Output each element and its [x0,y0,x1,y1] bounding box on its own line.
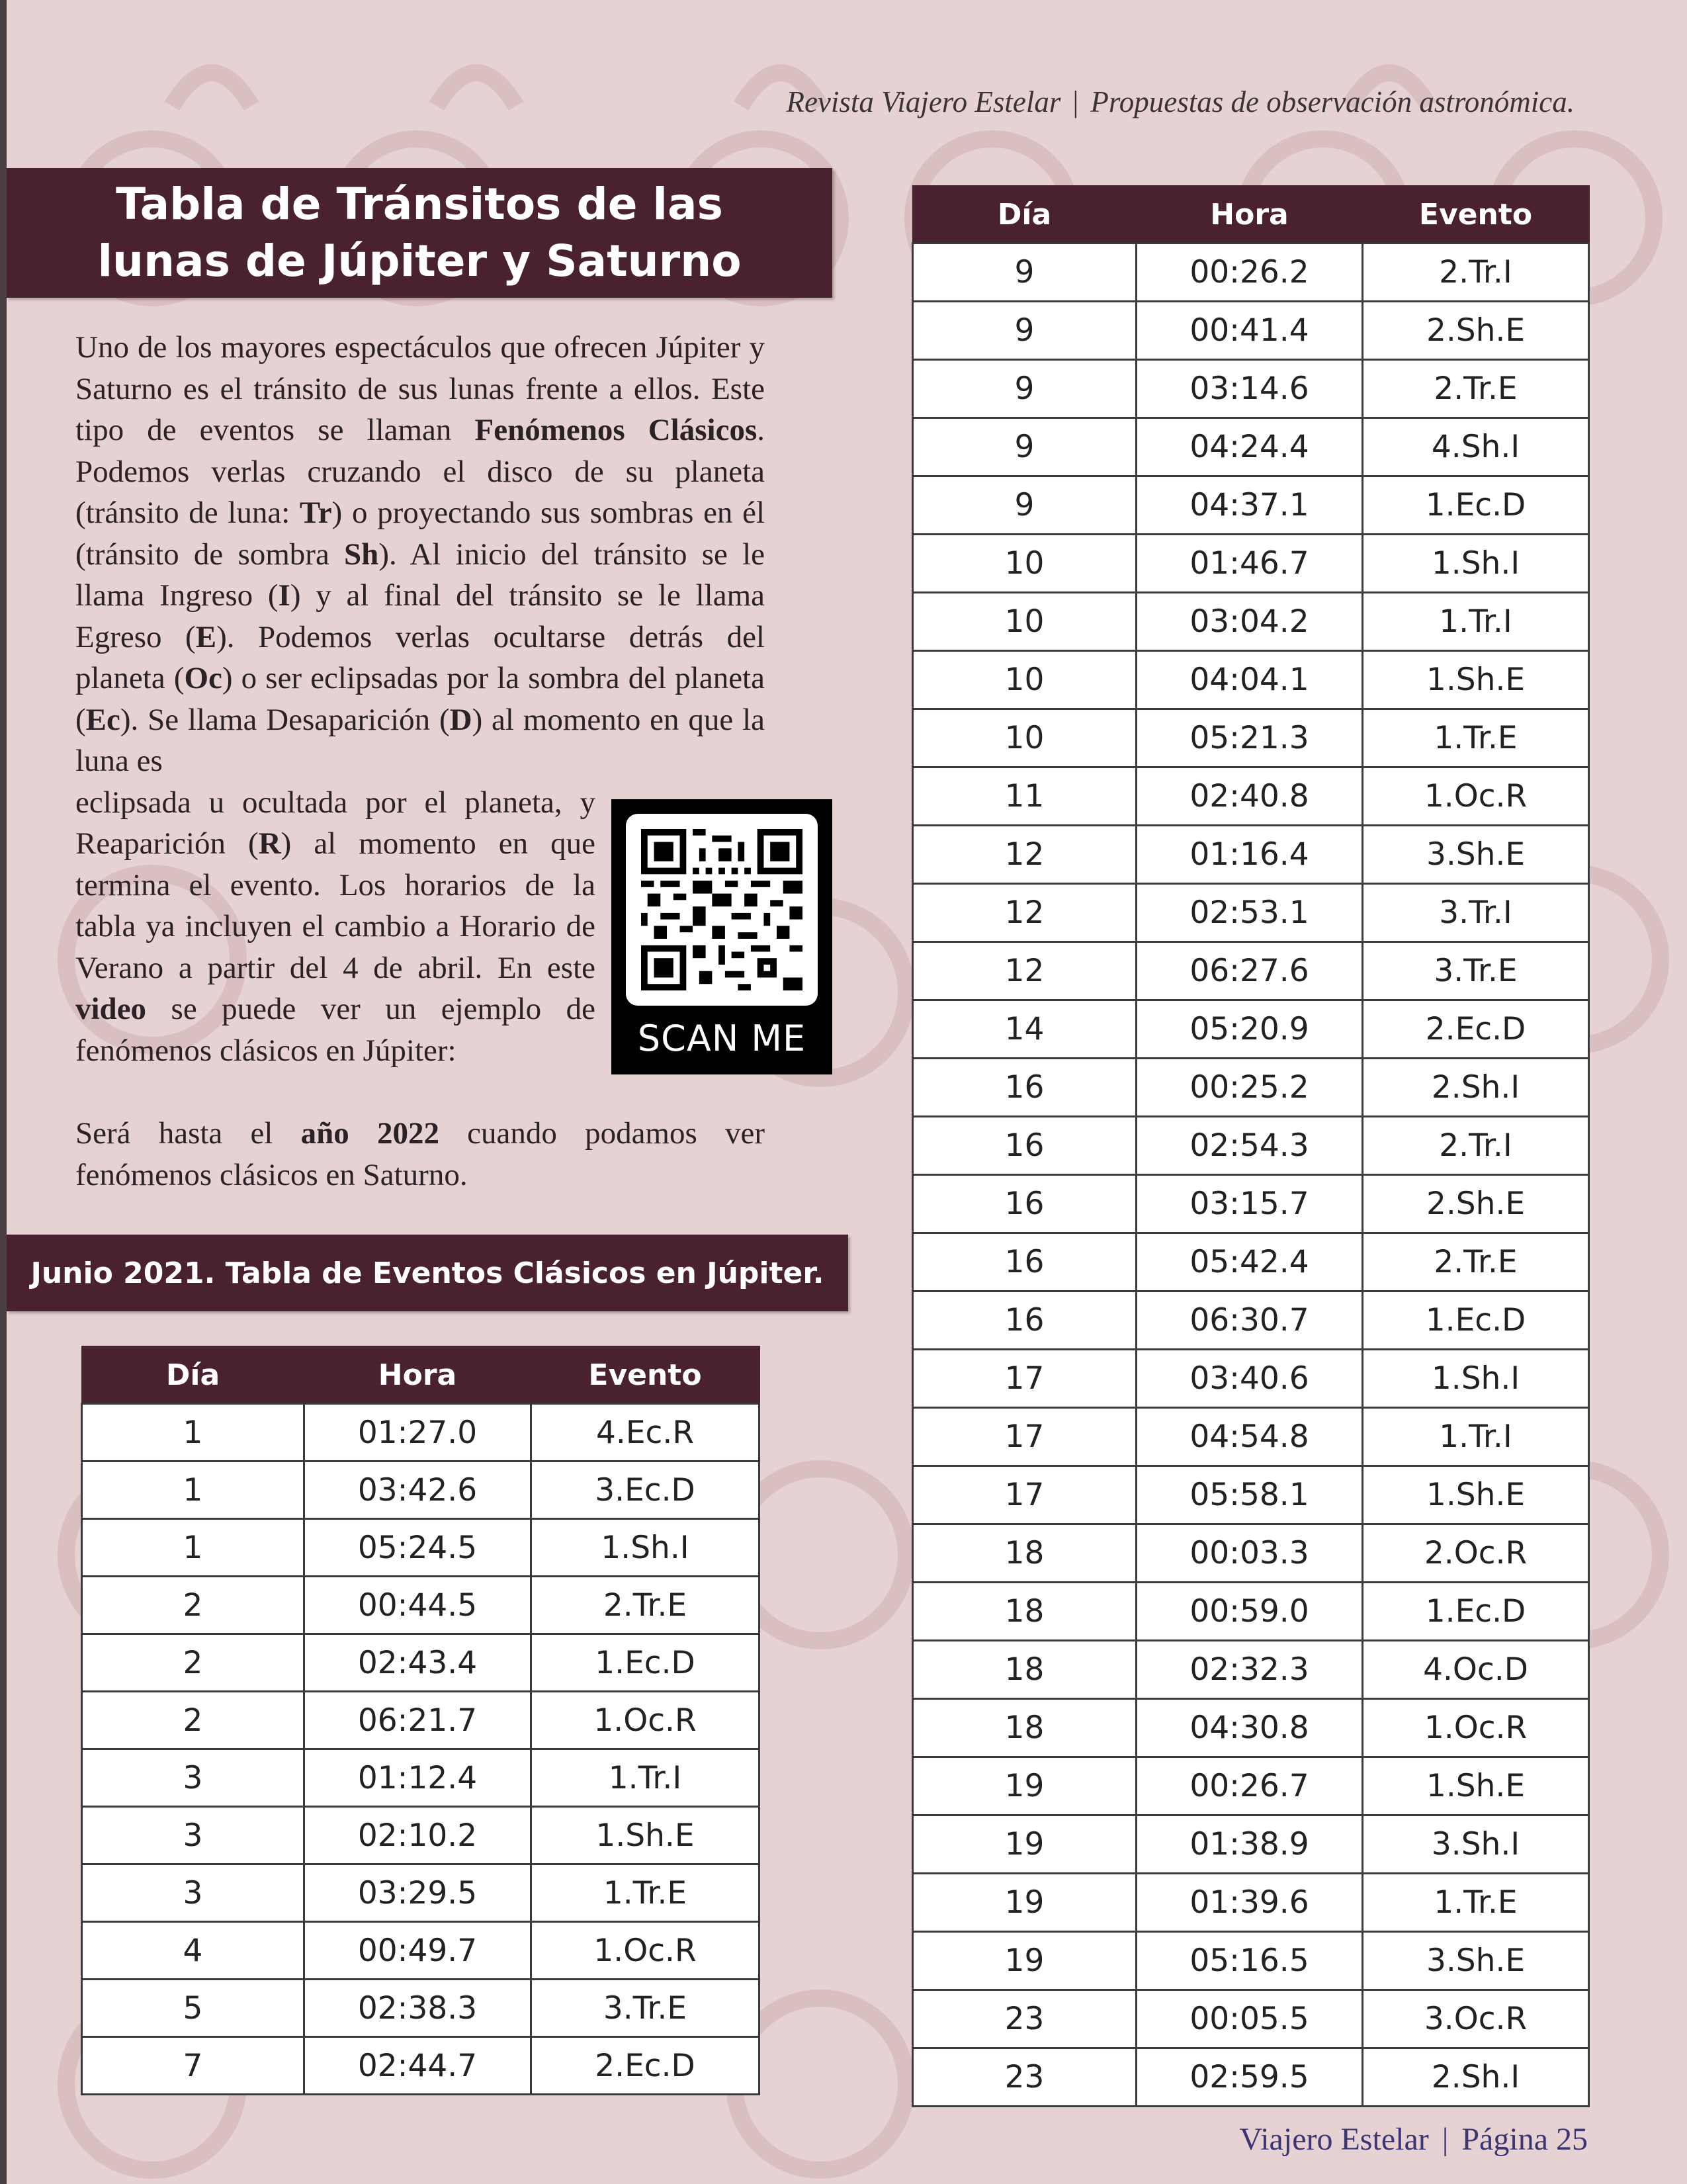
table-row [913,1990,1589,2048]
cell-time: 02:54.3 [1137,1117,1363,1175]
table-row [82,1634,759,1692]
table-row [82,1922,759,1980]
cell-time: 03:04.2 [1137,593,1363,651]
table-row [913,535,1589,593]
cell-day: 16 [913,1175,1137,1233]
column-header-event: Evento [1363,186,1589,243]
cell-event: 2.Ec.D [1363,1000,1589,1059]
cell-event: 1.Sh.E [1363,1757,1589,1815]
cell-time: 00:49.7 [304,1922,531,1980]
cell-event: 3.Oc.R [1363,1990,1589,2048]
cell-time: 05:20.9 [1137,1000,1363,1059]
events-table-right [912,185,1590,2107]
cell-day: 19 [913,1874,1137,1932]
cell-time: 00:26.7 [1137,1757,1363,1815]
cell-day: 16 [913,1233,1137,1291]
column-header-day: Día [913,186,1137,243]
table-row [913,1350,1589,1408]
table-row [82,1749,759,1807]
cell-event: 1.Sh.I [531,1519,759,1577]
table-row [913,418,1589,476]
cell-day: 12 [913,942,1137,1000]
cell-time: 00:44.5 [304,1577,531,1634]
table-row [913,1757,1589,1815]
table-row [913,942,1589,1000]
cell-day: 16 [913,1117,1137,1175]
cell-time: 03:15.7 [1137,1175,1363,1233]
cell-event: 3.Sh.E [1363,1932,1589,1990]
table-row [913,1699,1589,1757]
cell-event: 2.Tr.I [1363,1117,1589,1175]
table-row [82,1577,759,1634]
cell-day: 23 [913,2048,1137,2107]
cell-event: 1.Sh.I [1363,1350,1589,1408]
events-table-left-body [82,1404,759,2095]
events-table-left [81,1346,760,2095]
cell-event: 1.Sh.E [1363,651,1589,709]
table-row [913,1291,1589,1350]
cell-event: 1.Oc.R [1363,1699,1589,1757]
cell-time: 01:12.4 [304,1749,531,1807]
cell-time: 02:40.8 [1137,767,1363,826]
cell-time: 05:16.5 [1137,1932,1363,1990]
running-header [786,85,1575,119]
cell-time: 01:27.0 [304,1404,531,1462]
intro-text: ). Podemos verlas ocultarse detrás del planeta ( [75,619,765,695]
column-header-event: Evento [531,1346,759,1404]
cell-day: 12 [913,826,1137,884]
cell-day: 10 [913,593,1137,651]
table-row [913,1059,1589,1117]
table-row [913,1117,1589,1175]
intro-bold-term: Ec [85,702,120,737]
table-row [82,1864,759,1922]
intro-text: ). Al inicio del tránsito se le llama Ingreso ( [75,537,765,613]
cell-day: 3 [82,1864,304,1922]
table-row [82,2037,759,2095]
table-row [913,1815,1589,1874]
cell-event: 1.Tr.I [1363,1408,1589,1466]
intro-bold-term: I [278,578,290,613]
table-row [913,1524,1589,1583]
intro-text: ) o proyectando sus sombras en él (tránsito de sombra [75,496,765,572]
table-row [913,1000,1589,1059]
column-header-time: Hora [1137,186,1363,243]
table-row [82,1692,759,1749]
cell-event: 2.Tr.E [1363,360,1589,418]
cell-day: 14 [913,1000,1137,1059]
intro-text: ) o ser eclipsadas por la sombra del planeta ( [75,661,765,737]
cell-day: 10 [913,535,1137,593]
cell-time: 02:53.1 [1137,884,1363,942]
cell-event: 2.Oc.R [1363,1524,1589,1583]
cell-time: 02:59.5 [1137,2048,1363,2107]
table-row [913,1641,1589,1699]
cell-day: 1 [82,1519,304,1577]
cell-day: 19 [913,1757,1137,1815]
cell-day: 2 [82,1577,304,1634]
column-header-time: Hora [304,1346,531,1404]
intro-text: se puede ver un ejemplo de fenómenos clásicos en Júpiter: [75,992,595,1068]
qr-code[interactable] [611,799,832,1074]
qr-code-image [626,814,818,1006]
cell-time: 00:59.0 [1137,1583,1363,1641]
footer-separator: | [1442,2122,1449,2157]
page-title-line-1: Tabla de Tránsitos de las [116,179,723,230]
cell-time: 06:21.7 [304,1692,531,1749]
cell-time: 03:40.6 [1137,1350,1363,1408]
table-row [913,1583,1589,1641]
table-row [913,826,1589,884]
table-row [913,2048,1589,2107]
cell-day: 12 [913,884,1137,942]
cell-day: 16 [913,1291,1137,1350]
page-title [7,168,832,298]
cell-day: 3 [82,1807,304,1864]
cell-time: 04:37.1 [1137,476,1363,535]
cell-event: 2.Tr.I [1363,243,1589,302]
cell-event: 1.Sh.I [1363,535,1589,593]
cell-time: 06:27.6 [1137,942,1363,1000]
cell-event: 1.Oc.R [1363,767,1589,826]
cell-day: 4 [82,1922,304,1980]
table-row [913,1408,1589,1466]
cell-event: 4.Sh.I [1363,418,1589,476]
cell-time: 02:32.3 [1137,1641,1363,1699]
header-magazine: Revista Viajero Estelar [786,85,1061,118]
cell-day: 10 [913,651,1137,709]
cell-time: 04:54.8 [1137,1408,1363,1466]
cell-day: 19 [913,1932,1137,1990]
cell-day: 19 [913,1815,1137,1874]
cell-time: 05:58.1 [1137,1466,1363,1524]
cell-time: 05:21.3 [1137,709,1363,767]
cell-time: 05:24.5 [304,1519,531,1577]
cell-time: 00:03.3 [1137,1524,1363,1583]
cell-event: 3.Sh.E [1363,826,1589,884]
cell-event: 2.Ec.D [531,2037,759,2095]
cell-day: 23 [913,1990,1137,2048]
footer-page-number: Página 25 [1461,2122,1588,2157]
intro-bold-term: D [449,702,472,737]
cell-time: 00:26.2 [1137,243,1363,302]
cell-day: 10 [913,709,1137,767]
cell-time: 00:25.2 [1137,1059,1363,1117]
cell-time: 03:42.6 [304,1462,531,1519]
cell-event: 2.Tr.E [1363,1233,1589,1291]
intro-bold-term: Tr [299,496,332,530]
intro-bold-term: E [195,619,217,654]
cell-time: 04:24.4 [1137,418,1363,476]
table-row [913,884,1589,942]
page-footer [1239,2121,1588,2158]
saturn-note-bold-year: año 2022 [300,1116,439,1151]
cell-event: 3.Sh.I [1363,1815,1589,1874]
cell-day: 9 [913,476,1137,535]
header-section: Propuestas de observación astronómica. [1090,85,1575,118]
cell-event: 1.Tr.I [531,1749,759,1807]
cell-day: 2 [82,1634,304,1692]
qr-pattern-icon [641,829,802,990]
cell-time: 00:05.5 [1137,1990,1363,2048]
table-row [82,1807,759,1864]
june-table-banner: Junio 2021. Tabla de Eventos Clásicos en Júpiter. [7,1235,848,1311]
cell-day: 17 [913,1466,1137,1524]
cell-day: 17 [913,1350,1137,1408]
table-header-row [913,186,1589,243]
cell-time: 02:10.2 [304,1807,531,1864]
table-row [82,1404,759,1462]
cell-event: 4.Oc.D [1363,1641,1589,1699]
cell-time: 04:04.1 [1137,651,1363,709]
cell-event: 4.Ec.R [531,1404,759,1462]
intro-text: Uno de los mayores espectáculos que ofrecen Júpiter y Saturno es el tránsito de sus lunas frente a ellos. Este tipo de eventos se llaman [75,330,765,447]
intro-bold-term: R [258,826,281,861]
footer-magazine: Viajero Estelar [1239,2122,1429,2157]
saturn-note-paragraph [75,1113,765,1196]
cell-event: 2.Tr.E [531,1577,759,1634]
cell-time: 06:30.7 [1137,1291,1363,1350]
table-row [913,302,1589,360]
cell-day: 18 [913,1583,1137,1641]
intro-text: ) y al final del tránsito se le llama Egreso ( [75,578,765,654]
cell-day: 5 [82,1980,304,2037]
cell-event: 2.Sh.I [1363,2048,1589,2107]
cell-day: 9 [913,360,1137,418]
cell-event: 3.Tr.E [531,1980,759,2037]
cell-event: 1.Tr.I [1363,593,1589,651]
cell-event: 3.Ec.D [531,1462,759,1519]
cell-time: 02:43.4 [304,1634,531,1692]
video-link[interactable]: video [75,992,147,1026]
intro-bold-term: Oc [184,661,222,695]
cell-day: 9 [913,243,1137,302]
table-row [913,767,1589,826]
cell-day: 11 [913,767,1137,826]
intro-bold-term: Fenómenos Clásicos [474,413,757,447]
cell-time: 01:46.7 [1137,535,1363,593]
cell-event: 1.Tr.E [1363,709,1589,767]
cell-time: 03:29.5 [304,1864,531,1922]
header-separator: | [1072,85,1079,118]
column-header-day: Día [82,1346,304,1404]
intro-text: eclipsada u ocultada por el planeta, y Reaparición ( [75,785,595,861]
cell-day: 18 [913,1699,1137,1757]
cell-event: 2.Sh.E [1363,302,1589,360]
table-row [82,1980,759,2037]
cell-time: 02:38.3 [304,1980,531,2037]
cell-time: 04:30.8 [1137,1699,1363,1757]
table-row [82,1462,759,1519]
table-row [913,593,1589,651]
cell-event: 3.Tr.E [1363,942,1589,1000]
qr-scan-label: SCAN ME [637,1018,806,1059]
cell-event: 1.Ec.D [1363,476,1589,535]
cell-event: 3.Tr.I [1363,884,1589,942]
cell-event: 1.Sh.E [1363,1466,1589,1524]
cell-event: 1.Ec.D [531,1634,759,1692]
saturn-note-text: cuando podamos ver fenómenos clásicos en Saturno. [75,1116,765,1192]
cell-time: 02:44.7 [304,2037,531,2095]
cell-day: 1 [82,1404,304,1462]
table-row [913,1874,1589,1932]
table-row [913,243,1589,302]
cell-time: 05:42.4 [1137,1233,1363,1291]
cell-day: 9 [913,302,1137,360]
events-table-right-body [913,243,1589,2107]
intro-bold-term: Sh [344,537,379,572]
cell-day: 2 [82,1692,304,1749]
cell-time: 01:16.4 [1137,826,1363,884]
cell-day: 18 [913,1641,1137,1699]
intro-text: ) al momento en que termina el evento. Los horarios de la tabla ya incluyen el cambio a Horario de Verano a partir del 4 de abril. En este [75,826,595,985]
cell-day: 9 [913,418,1137,476]
cell-day: 7 [82,2037,304,2095]
cell-day: 17 [913,1408,1137,1466]
cell-event: 1.Tr.E [1363,1874,1589,1932]
intro-text: . Podemos verlas cruzando el disco de su planeta (tránsito de luna: [75,413,765,530]
cell-event: 2.Sh.E [1363,1175,1589,1233]
cell-event: 1.Ec.D [1363,1583,1589,1641]
table-row [913,709,1589,767]
cell-day: 16 [913,1059,1137,1117]
table-row [913,1466,1589,1524]
table-row [913,1233,1589,1291]
cell-event: 2.Sh.I [1363,1059,1589,1117]
table-row [913,476,1589,535]
table-row [913,360,1589,418]
cell-time: 01:39.6 [1137,1874,1363,1932]
cell-time: 03:14.6 [1137,360,1363,418]
table-row [913,1932,1589,1990]
cell-time: 00:41.4 [1137,302,1363,360]
cell-time: 01:38.9 [1137,1815,1363,1874]
table-row [913,651,1589,709]
table-row [82,1519,759,1577]
cell-day: 3 [82,1749,304,1807]
page-title-line-2: lunas de Júpiter y Saturno [97,236,742,286]
intro-text: ) al momento en que la luna es [75,702,765,778]
cell-day: 1 [82,1462,304,1519]
cell-event: 1.Oc.R [531,1692,759,1749]
table-row [913,1175,1589,1233]
table-header-row [82,1346,759,1404]
cell-event: 1.Tr.E [531,1864,759,1922]
intro-text: ). Se llama Desaparición ( [120,702,450,737]
cell-day: 18 [913,1524,1137,1583]
saturn-note-text: Será hasta el [75,1116,301,1151]
cell-event: 1.Sh.E [531,1807,759,1864]
cell-event: 1.Oc.R [531,1922,759,1980]
cell-event: 1.Ec.D [1363,1291,1589,1350]
